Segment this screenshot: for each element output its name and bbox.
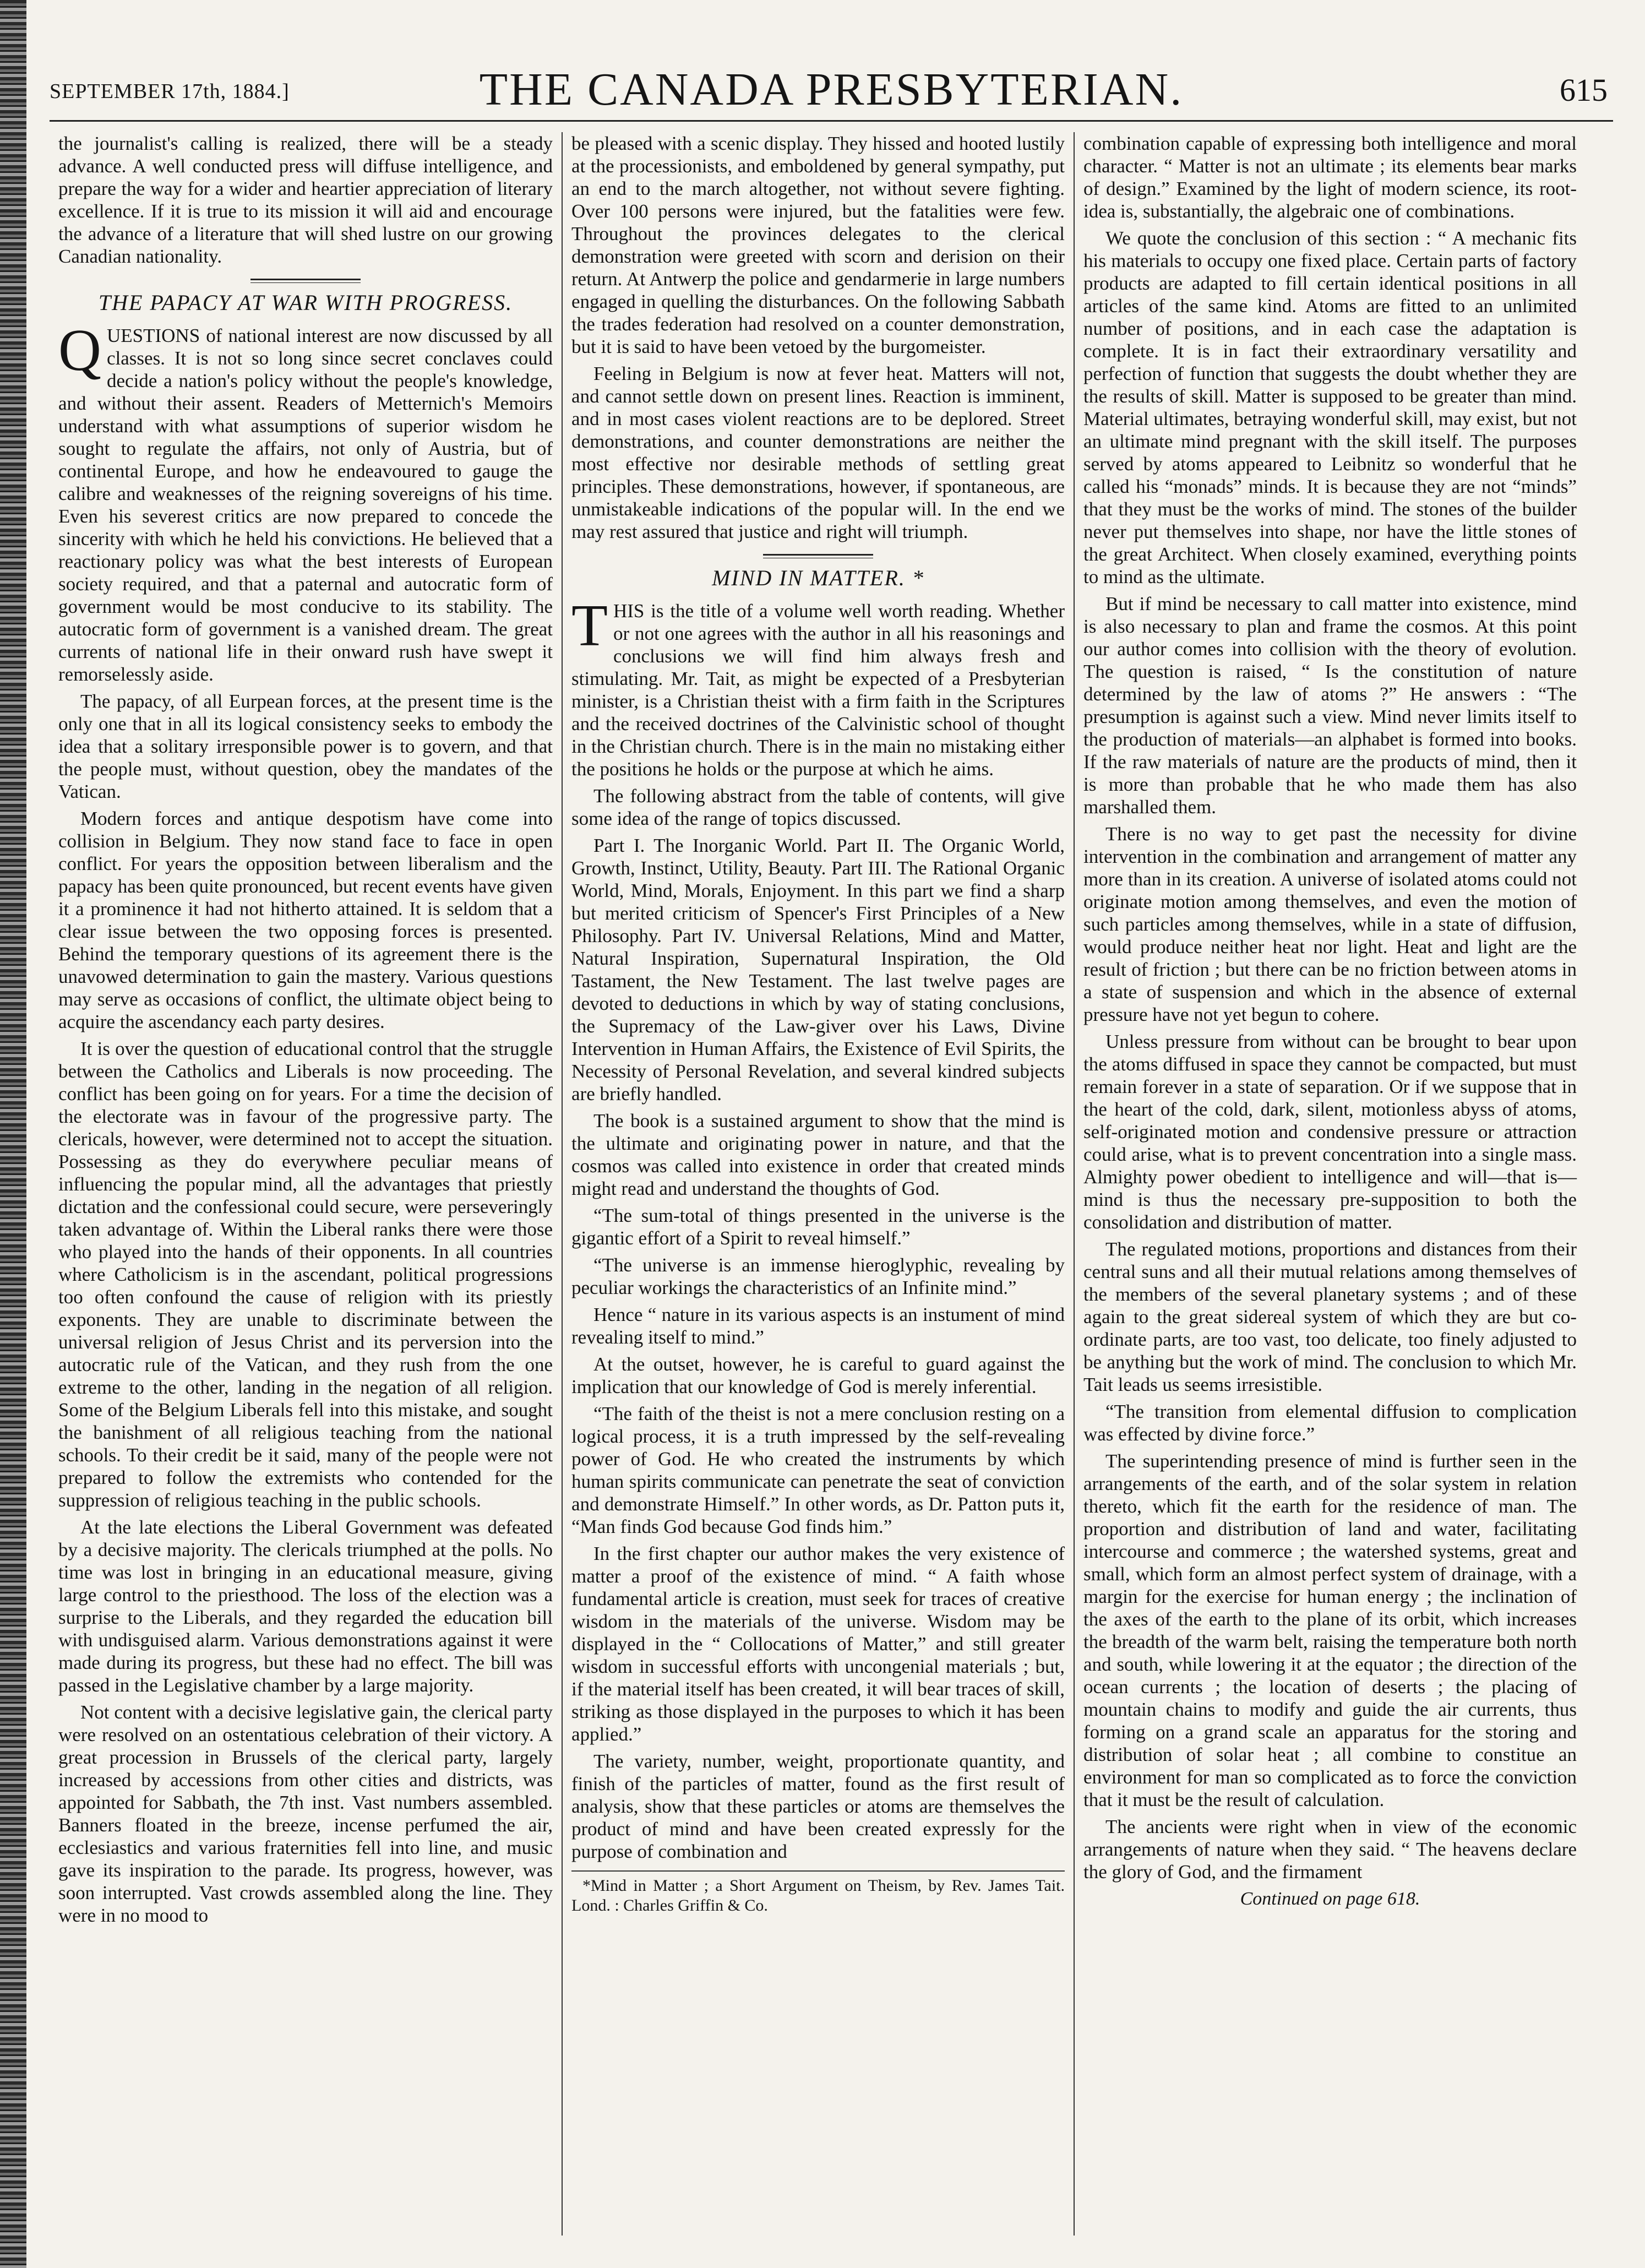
paragraph: “The universe is an immense hieroglyphic, revealing by peculiar workings the characteristics of an Infinite mind.” — [571, 1254, 1065, 1298]
paragraph: The superintending presence of mind is further seen in the arrangements of the earth, and of the solar system in relation thereto, which fit the earth for the residence of man. The proportion and distribution of land and water, facilitating intercourse and commerce ; the watershed systems, great and small, which form an almost perfect system of drainage, with a margin for the exercise for human energy ; the inclination of the axes of the earth to the plane of its orbit, which increases the breadth of the warm belt, raising the temperature both north and south, while lowering it at the equator ; the direction of the ocean currents ; the location of deserts ; the placing of mountain chains to modify and guide the air currents, thus forming on a grand scale an apparatus for the storing and distribution of solar heat ; all combine to constitue an environment for man so complicated as to force the conviction that it must be the result of calculation. — [1083, 1450, 1577, 1810]
paragraph: The regulated motions, proportions and distances from their central suns and all their mutual relations among themselves of the members of the several planetary systems ; and of these again to the great sidereal system of which they are but co-ordinate parts, are too vast, too delicate, too finely adjusted to be anything but the work of mind. The conclusion to which Mr. Tait leads us seems irresistible. — [1083, 1238, 1577, 1395]
issue-date: SEPTEMBER 17th, 1884.] — [50, 80, 290, 103]
newspaper-title: THE CANADA PRESBYTERIAN. — [479, 64, 1184, 115]
paragraph: In the first chapter our author makes the very existence of matter a proof of the existence of mind. “ A faith whose fundamental article is creation, must seek for traces of creative wisdom in the materials of the universe. Wisdom may be displayed in the “ Collocations of Matter,” and still greater wisdom in successful efforts with uncongenial materials ; but, if the material itself has been created, it will bear traces of skill, striking as those displayed in the purposes to which it has been applied.” — [571, 1543, 1065, 1745]
paragraph: The papacy, of all Eurpean forces, at the present time is the only one that in all its logical consistency seeks to embody the idea that a solitary irresponsible power is to govern, and that the people must, without question, obey the mandates of the Vatican. — [58, 690, 553, 802]
paragraph: At the late elections the Liberal Government was defeated by a decisive majority. The clericals triumphed at the polls. No time was lost in bringing in an educational measure, giving large control to the priesthood. The loss of the election was a surprise to the Liberals, and they regarded the education bill with undisguised alarm. Various demonstrations against it were made during its progress, but these had no effect. The bill was passed in the Legislative chamber by a large majority. — [58, 1516, 553, 1696]
separator-rule — [763, 554, 873, 558]
paragraph: At the outset, however, he is careful to guard against the implication that our knowledge of God is merely inferential. — [571, 1353, 1065, 1397]
newspaper-page — [50, 55, 1613, 2236]
masthead — [50, 55, 1613, 121]
page-number: 615 — [1560, 72, 1608, 108]
paragraph: be pleased with a scenic display. They hissed and hooted lustily at the processionists, and emboldened by general sympathy, put an end to the march altogether, not without severe fighting. Over 100 persons were injured, but the fatalities were few. Throughout the provinces delegates to the clerical demonstration were greeted with scorn and derision on their return. At Antwerp the police and gendarmerie in large numbers engaged in quelling the disturbances. On the following Sabbath the trades federation had resolved on a counter demonstration, but it is said to have been vetoed by the burgomeister. — [571, 133, 1065, 357]
binding-edge — [0, 0, 26, 2268]
masthead-rule — [50, 120, 1613, 122]
paragraph: Unless pressure from without can be brought to bear upon the atoms diffused in space they cannot be compacted, but must remain forever in a state of separation. Or if we suppose that in the heart of the cold, dark, silent, motionless abyss of atoms, self-originated motion and condensive pressure or attraction could arise, what is to prevent concentration into a single mass. Almighty power obedient to intelligence and will—that is—mind is thus the necessary pre-supposition to both the consolidation and distribution of matter. — [1083, 1031, 1577, 1233]
paragraph: the journalist's calling is realized, there will be a steady advance. A well conducted press will diffuse intelligence, and prepare the way for a wider and heartier appreciation of literary excellence. If it is true to its mission it will aid and encourage the advance of a literature that will shed lustre on our growing Canadian nationality. — [58, 133, 553, 267]
paragraph: “The sum-total of things presented in the universe is the gigantic effort of a Spirit to reveal himself.” — [571, 1205, 1065, 1249]
paragraph: combination capable of expressing both intelligence and moral character. “ Matter is not an ultimate ; its elements bear marks of design.” Examined by the light of modern science, its root-idea is, substantially, the algebraic one of combinations. — [1083, 133, 1577, 222]
paragraph: The variety, number, weight, proportionate quantity, and finish of the particles of matter, found as the first result of analysis, show that these particles or atoms are themselves the product of mind and have been created expressly for the purpose of combination and — [571, 1750, 1065, 1862]
paragraph-text: HIS is the title of a volume well worth reading. Whether or not one agrees with the author in all his reasonings and conclusions we will find him always fresh and stimulating. Mr. Tait, as might be expected of a Presbyterian minister, is a Christian theist with a firm faith in the Scriptures and the received doctrines of the Calvinistic school of thought in the Christian church. There is in the main no mistaking either the positions he holds or the purpose at which he aims. — [571, 600, 1065, 780]
column-1 — [50, 132, 562, 2236]
paragraph: “The faith of the theist is not a mere conclusion resting on a logical process, it is a truth impressed by the self-revealing power of God. He who created the instruments by which human spirits communicate can penetrate the seat of conviction and demonstrate Himself.” In other words, as Dr. Patton puts it, “Man finds God because God finds him.” — [571, 1403, 1065, 1537]
paragraph: The book is a sustained argument to show that the mind is the ultimate and originating power in nature, and that the cosmos was called into existence in order that created minds might read and understand the thoughts of God. — [571, 1110, 1065, 1199]
article-heading: THE PAPACY AT WAR WITH PROGRESS. — [98, 290, 513, 315]
separator-rule — [250, 279, 361, 283]
paragraph: Hence “ nature in its various aspects is an instument of mind revealing itself to mind.” — [571, 1304, 1065, 1348]
paragraph — [571, 593, 1065, 780]
column-2 — [562, 132, 1074, 2236]
column-3 — [1074, 132, 1586, 2236]
paragraph: Part I. The Inorganic World. Part II. The Organic World, Growth, Instinct, Utility, Beauty. Part III. The Rational Organic World, Mind, Morals, Enjoyment. In this part we find a sharp but merited criticism of Spencer's First Principles of a New Philosophy. Part IV. Universal Relations, Mind and Matter, Natural Inspiration, Supernatural Inspiration, the Old Tastament, the New Testament. The last twelve pages are devoted to deductions in which by way of stating conclusions, the Supremacy of the Law-giver over his Laws, Divine Intervention in Human Affairs, the Existence of Evil Spirits, the Necessity of Personal Revelation, and several kindred subjects are briefly handled. — [571, 835, 1065, 1105]
paragraph: We quote the conclusion of this section : “ A mechanic fits his materials to occupy one fixed place. Certain parts of factory products are adapted to fill certain identical positions in all articles of the same kind. Atoms are fitted to an unlimited number of positions, and in each case the adaptation is complete. It is in fact their extraordinary versatility and perfection of function that suggests the doubt whether they are the results of skill. Matter is supposed to be greater than mind. Material ultimates, betraying wonderful skill, may exist, but not an ultimate mind pregnant with the skill itself. The purposes served by atoms appeared to Leibnitz so wonderful that he called his “monads” minds. It is because they are not “minds” that they must be the works of mind. The stones of the builder never put themselves into shape, nor have the little stones of the great Architect. When closely examined, everything points to mind as the ultimate. — [1083, 227, 1577, 588]
paragraph: It is over the question of educational control that the struggle between the Catholics and Liberals is now proceeding. The conflict has been going on for years. For a time the decision of the electorate was in favour of the progressive party. The clericals, however, were determined not to accept the situation. Possessing as they do everywhere peculiar means of influencing the popular mind, all the advantages that priestly dictation and the confessional could secure, were perseveringly taken advantage of. Within the Liberal ranks there were those who played into the hands of their opponents. In all countries where Catholicism is in the ascendant, political progressions too often confound the cause of religion with its priestly exponents. They are unable to discriminate between the universal religion of Jesus Christ and its perversion into the autocratic rule of the Vatican, and they rush from the one extreme to the other, landing in the negation of all religion. Some of the Belgium Liberals fell into this mistake, and sought the banishment of all religious teaching from the national schools. To their credit be it said, many of the people were not prepared to follow the extremists who contended for the suppression of religious teaching in the public schools. — [58, 1038, 553, 1511]
paragraph-text: UESTIONS of national interest are now discussed by all classes. It is not so long since secret conclaves could decide a nation's policy without the people's knowledge, and without their assent. Readers of Metternich's Memoirs understand with what assumptions of superior wisdom he sought to regulate the affairs, not only of Austria, but of continental Europe, and how he endeavoured to gauge the calibre and weaknesses of the reigning sovereigns of his time. Even his severest critics are now prepared to concede the sincerity with which he held his convictions. He believed that a reactionary policy was what the best interests of European society required, and that a paternal and autocratic form of government would be most conducive to its stability. The autocratic form of government is a vanished dream. The great currents of national life in their onward rush have swept it remorselessly aside. — [58, 325, 553, 685]
paragraph: The ancients were right when in view of the economic arrangements of nature when they said. “ The heavens declare the glory of God, and the firmament — [1083, 1816, 1577, 1883]
footnote: *Mind in Matter ; a Short Argument on Theism, by Rev. James Tait. Lond. : Charles Griffin & Co. — [571, 1870, 1065, 1916]
drop-cap: Q — [58, 318, 101, 383]
paragraph: Not content with a decisive legislative gain, the clerical party were resolved on an ostentatious celebration of their victory. A great procession in Brussels of the clerical party, largely increased by accessions from other cities and districts, was appointed for Sabbath, the 7th inst. Vast numbers assembled. Banners floated in the breeze, incense perfumed the air, ecclesiastics and various fraternities fell into line, and music gave its inspiration to the parade. Its progress, however, was soon interrupted. Vast crowds assembled along the line. They were in no mood to — [58, 1701, 553, 1926]
article-columns — [50, 132, 1613, 2236]
paragraph: But if mind be necessary to call matter into existence, mind is also necessary to plan and frame the cosmos. At this point our author comes into collision with the theory of evolution. The question is raised, “ Is the constitution of nature determined by the law of atoms ?” He answers : “The presumption is against such a view. Mind never limits itself to the production of materials—an alphabet is formed into books. If the raw materials of nature are the products of mind, then it is more than probable that he who made them has also marshalled them. — [1083, 593, 1577, 818]
paragraph: Modern forces and antique despotism have come into collision in Belgium. They now stand face to face in open conflict. For years the opposition between liberalism and the papacy has been quite pronounced, but recent events have given it a prominence it had not hitherto attained. It is seldom that a clear issue between the two opposing forces is presented. Behind the temporary questions of its agreement there is the unavowed determination to gain the mastery. Various questions may serve as occasions of conflict, the ultimate object being to acquire the ascendancy each party desires. — [58, 808, 553, 1032]
paragraph: There is no way to get past the necessity for divine intervention in the combination and arrangement of matter any more than in its creation. A universe of isolated atoms could not originate motion among themselves, and even the motion of such particles among themselves, while in a state of diffusion, would produce neither heat nor light. Heat and light are the result of friction ; but there can be no friction between atoms in a state of suspension and which in the absence of external pressure have not yet begun to cohere. — [1083, 823, 1577, 1025]
continued-note: Continued on page 618. — [1240, 1889, 1420, 1909]
drop-cap: T — [571, 593, 608, 659]
paragraph — [58, 318, 553, 686]
article-heading: MIND IN MATTER. * — [712, 565, 924, 590]
paragraph: Feeling in Belgium is now at fever heat. Matters will not, and cannot settle down on present lines. Reaction is imminent, and in most cases violent reactions are to be deplored. Street demonstrations, and counter demonstrations are neither the most effective nor desirable methods of settling great principles. These demonstrations, however, if spontaneous, are unmistakeable indications of the popular will. In the end we may rest assured that justice and right will triumph. — [571, 363, 1065, 542]
paragraph: “The transition from elemental diffusion to complication was effected by divine force.” — [1083, 1401, 1577, 1445]
paragraph: The following abstract from the table of contents, will give some idea of the range of topics discussed. — [571, 785, 1065, 829]
